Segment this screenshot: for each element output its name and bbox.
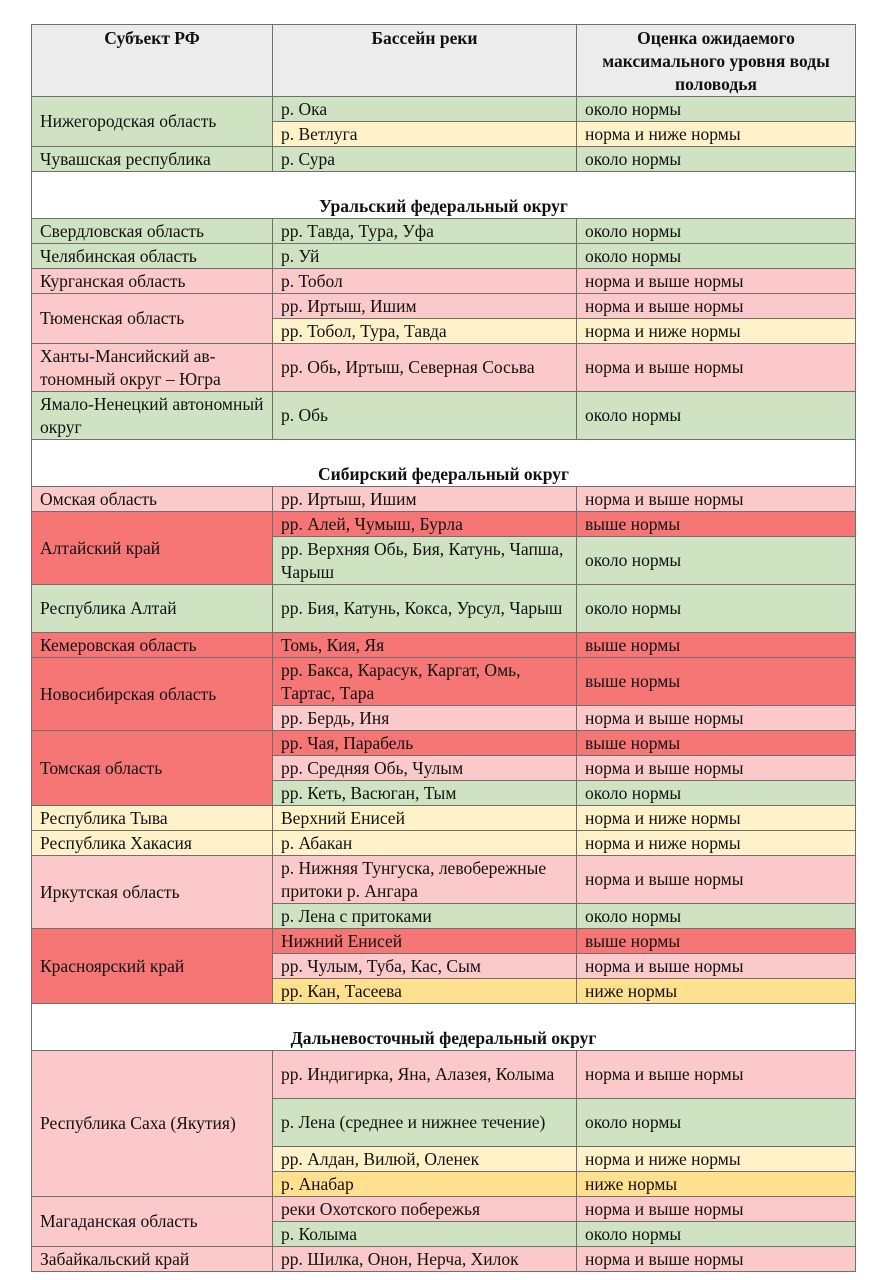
table-row [32,344,856,392]
estimate-cell: около нормы [577,585,856,633]
basin-cell: рр. Тобол, Тура, Тавда [273,319,577,344]
table-row [32,929,856,954]
estimate-cell: выше нормы [577,658,856,706]
subject-cell: Тюменская область [32,294,273,344]
estimate-cell: норма и выше нормы [577,269,856,294]
basin-cell: рр. Средняя Обь, Чулым [273,756,577,781]
subject-cell: Нижегородская область [32,97,273,147]
section-header-row [32,172,856,219]
basin-cell: р. Лена с притоками [273,904,577,929]
estimate-cell: норма и выше нормы [577,1197,856,1222]
estimate-cell: около нормы [577,219,856,244]
basin-cell: рр. Индигирка, Яна, Алазея, Колыма [273,1051,577,1099]
estimate-cell: выше нормы [577,633,856,658]
section-header-row [32,440,856,487]
basin-cell: рр. Бердь, Иня [273,706,577,731]
header-estimate: Оценка ожидаемого максимального уровня воды половодья [577,25,856,97]
table-row [32,269,856,294]
basin-cell: р. Лена (среднее и нижнее течение) [273,1099,577,1147]
estimate-cell: около нормы [577,904,856,929]
subject-cell: Новосибирская область [32,658,273,731]
basin-cell: рр. Верхняя Обь, Бия, Катунь, Чапша, Чарыш [273,537,577,585]
basin-cell: р. Нижняя Тунгуска, левобережные притоки р. Ангара [273,856,577,904]
header-basin: Бассейн реки [273,25,577,97]
table-row [32,856,856,904]
section-header-row [32,1004,856,1051]
basin-cell: р. Абакан [273,831,577,856]
subject-cell: Свердловская область [32,219,273,244]
basin-cell: р. Ветлуга [273,122,577,147]
table-row [32,806,856,831]
estimate-cell: выше нормы [577,929,856,954]
subject-cell: Ямало-Ненецкий автономный округ [32,392,273,440]
table-row [32,294,856,319]
table-row [32,633,856,658]
estimate-cell: около нормы [577,781,856,806]
basin-cell: р. Анабар [273,1172,577,1197]
subject-cell: Ханты-Мансийский автономный округ – Югра [32,344,273,392]
basin-cell: р. Сура [273,147,577,172]
subject-cell: Челябинская область [32,244,273,269]
table-header-row [32,25,856,97]
basin-cell: рр. Иртыш, Ишим [273,294,577,319]
estimate-cell: норма и выше нормы [577,856,856,904]
basin-cell: рр. Шилка, Онон, Нерча, Хилок [273,1247,577,1272]
subject-cell: Томская область [32,731,273,806]
estimate-cell: норма и выше нормы [577,487,856,512]
estimate-cell: норма и выше нормы [577,294,856,319]
table-row [32,658,856,706]
basin-cell: рр. Тавда, Тура, Уфа [273,219,577,244]
basin-cell: р. Ока [273,97,577,122]
basin-cell: р. Обь [273,392,577,440]
table-row [32,731,856,756]
basin-cell: реки Охотского побережья [273,1197,577,1222]
basin-cell: Томь, Кия, Яя [273,633,577,658]
subject-cell: Республика Саха (Якутия) [32,1051,273,1197]
basin-cell: рр. Чая, Парабель [273,731,577,756]
table-row [32,244,856,269]
basin-cell: р. Тобол [273,269,577,294]
subject-cell: Республика Хакасия [32,831,273,856]
basin-cell: рр. Алдан, Вилюй, Оленек [273,1147,577,1172]
subject-cell: Кемеровская область [32,633,273,658]
subject-cell: Иркутская область [32,856,273,929]
subject-cell: Красноярский край [32,929,273,1004]
estimate-cell: норма и выше нормы [577,756,856,781]
basin-cell: рр. Обь, Иртыш, Северная Сосьва [273,344,577,392]
estimate-cell: норма и ниже нормы [577,122,856,147]
table-row [32,487,856,512]
estimate-cell: около нормы [577,1099,856,1147]
basin-cell: р. Уй [273,244,577,269]
subject-cell: Магаданская область [32,1197,273,1247]
estimate-cell: ниже нормы [577,979,856,1004]
estimate-cell: норма и ниже нормы [577,806,856,831]
basin-cell: р. Колыма [273,1222,577,1247]
estimate-cell: норма и ниже нормы [577,319,856,344]
section-title-siberia: Сибирский федеральный округ [32,440,856,487]
basin-cell: рр. Кан, Тасеева [273,979,577,1004]
subject-cell: Алтайский край [32,512,273,585]
estimate-cell: выше нормы [577,731,856,756]
estimate-cell: около нормы [577,1222,856,1247]
subject-cell: Курганская область [32,269,273,294]
estimate-cell: норма и выше нормы [577,954,856,979]
basin-cell: рр. Кеть, Васюган, Тым [273,781,577,806]
table-row [32,1197,856,1222]
basin-cell: рр. Бия, Катунь, Кокса, Урсул, Чарыш [273,585,577,633]
header-subject: Субъект РФ [32,25,273,97]
table-row [32,392,856,440]
estimate-cell: около нормы [577,537,856,585]
estimate-cell: около нормы [577,244,856,269]
estimate-cell: норма и ниже нормы [577,1147,856,1172]
estimate-cell: норма и ниже нормы [577,831,856,856]
subject-cell: Омская область [32,487,273,512]
table-row [32,147,856,172]
basin-cell: рр. Бакса, Карасук, Каргат, Омь, Тартас, Тара [273,658,577,706]
basin-cell: Верхний Енисей [273,806,577,831]
section-title-far-east: Дальневосточный федеральный округ [32,1004,856,1051]
estimate-cell: ниже нормы [577,1172,856,1197]
estimate-cell: норма и выше нормы [577,344,856,392]
subject-cell: Чувашская республика [32,147,273,172]
table-row [32,219,856,244]
table-row [32,585,856,633]
subject-cell: Республика Тыва [32,806,273,831]
basin-cell: Нижний Енисей [273,929,577,954]
estimate-cell: норма и выше нормы [577,1247,856,1272]
table-row [32,512,856,537]
estimate-cell: норма и выше нормы [577,1051,856,1099]
table-row [32,97,856,122]
subject-cell: Республика Алтай [32,585,273,633]
basin-cell: рр. Алей, Чумыш, Бурла [273,512,577,537]
flood-forecast-table [31,24,856,1272]
table-row [32,1051,856,1099]
estimate-cell: около нормы [577,392,856,440]
basin-cell: рр. Иртыш, Ишим [273,487,577,512]
estimate-cell: около нормы [577,97,856,122]
estimate-cell: норма и выше нормы [577,706,856,731]
estimate-cell: выше нормы [577,512,856,537]
section-title-ural: Уральский федеральный округ [32,172,856,219]
subject-cell: Забайкальский край [32,1247,273,1272]
estimate-cell: около нормы [577,147,856,172]
table-row [32,1247,856,1272]
table-row [32,831,856,856]
basin-cell: рр. Чулым, Туба, Кас, Сым [273,954,577,979]
